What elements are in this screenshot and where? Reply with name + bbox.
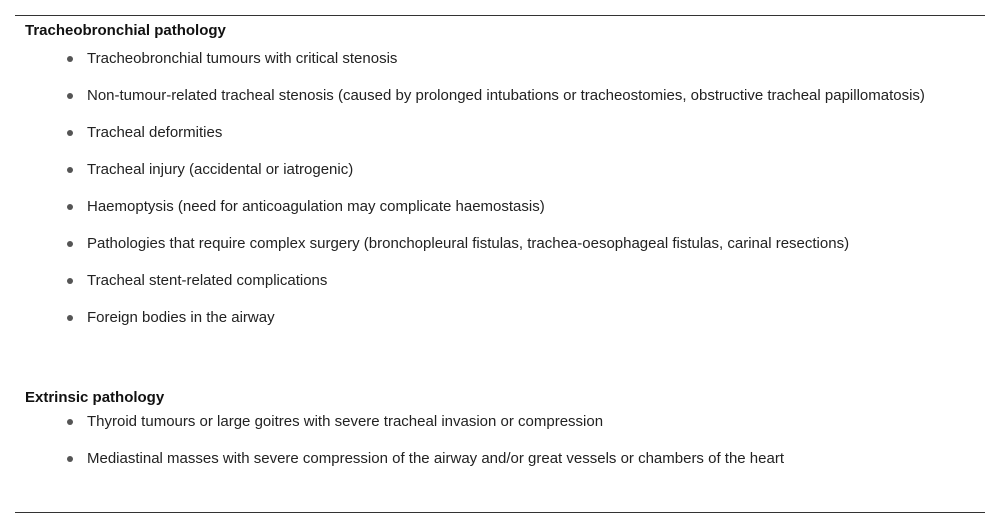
bullet-icon — [67, 419, 73, 425]
list-item-text: Non-tumour-related tracheal stenosis (caused by prolonged intubations or tracheostomies, obstructive tracheal papillomatosis) — [87, 87, 925, 104]
list-item — [25, 307, 975, 328]
bottom-rule — [15, 512, 985, 513]
list-item — [25, 122, 975, 143]
section-heading: Extrinsic pathology — [25, 389, 165, 406]
section-tracheobronchial-pathology — [25, 21, 975, 344]
list-item-text: Mediastinal masses with severe compression of the airway and/or great vessels or chambers of the heart — [87, 450, 784, 467]
list-item-text: Tracheal deformities — [87, 124, 223, 141]
bullet-icon — [67, 456, 73, 462]
bullet-icon — [67, 278, 73, 284]
section-extrinsic-pathology — [25, 388, 975, 485]
bullet-icon — [67, 204, 73, 210]
bullet-icon — [67, 167, 73, 173]
list-item — [25, 270, 975, 291]
list-item — [25, 411, 975, 432]
list-item-text: Tracheobronchial tumours with critical stenosis — [87, 50, 398, 67]
bullet-icon — [67, 130, 73, 136]
list-item — [25, 196, 975, 217]
list-item-text: Thyroid tumours or large goitres with severe tracheal invasion or compression — [87, 413, 604, 430]
item-list — [25, 48, 975, 328]
top-rule — [15, 15, 985, 16]
list-item — [25, 159, 975, 180]
item-list — [25, 411, 975, 469]
section-heading: Tracheobronchial pathology — [25, 22, 226, 39]
bullet-icon — [67, 315, 73, 321]
list-item-text: Haemoptysis (need for anticoagulation may complicate haemostasis) — [87, 198, 545, 215]
bullet-icon — [67, 241, 73, 247]
list-item-text: Foreign bodies in the airway — [87, 309, 275, 326]
list-item-text: Pathologies that require complex surgery (bronchopleural fistulas, trachea-oesophageal fistulas, carinal resections) — [87, 235, 850, 252]
list-item — [25, 233, 975, 254]
list-item — [25, 85, 975, 106]
list-item-text: Tracheal injury (accidental or iatrogenic) — [87, 161, 354, 178]
bullet-icon — [67, 93, 73, 99]
bullet-icon — [67, 56, 73, 62]
list-item-text: Tracheal stent-related complications — [87, 272, 328, 289]
list-item — [25, 448, 975, 469]
list-item — [25, 48, 975, 69]
